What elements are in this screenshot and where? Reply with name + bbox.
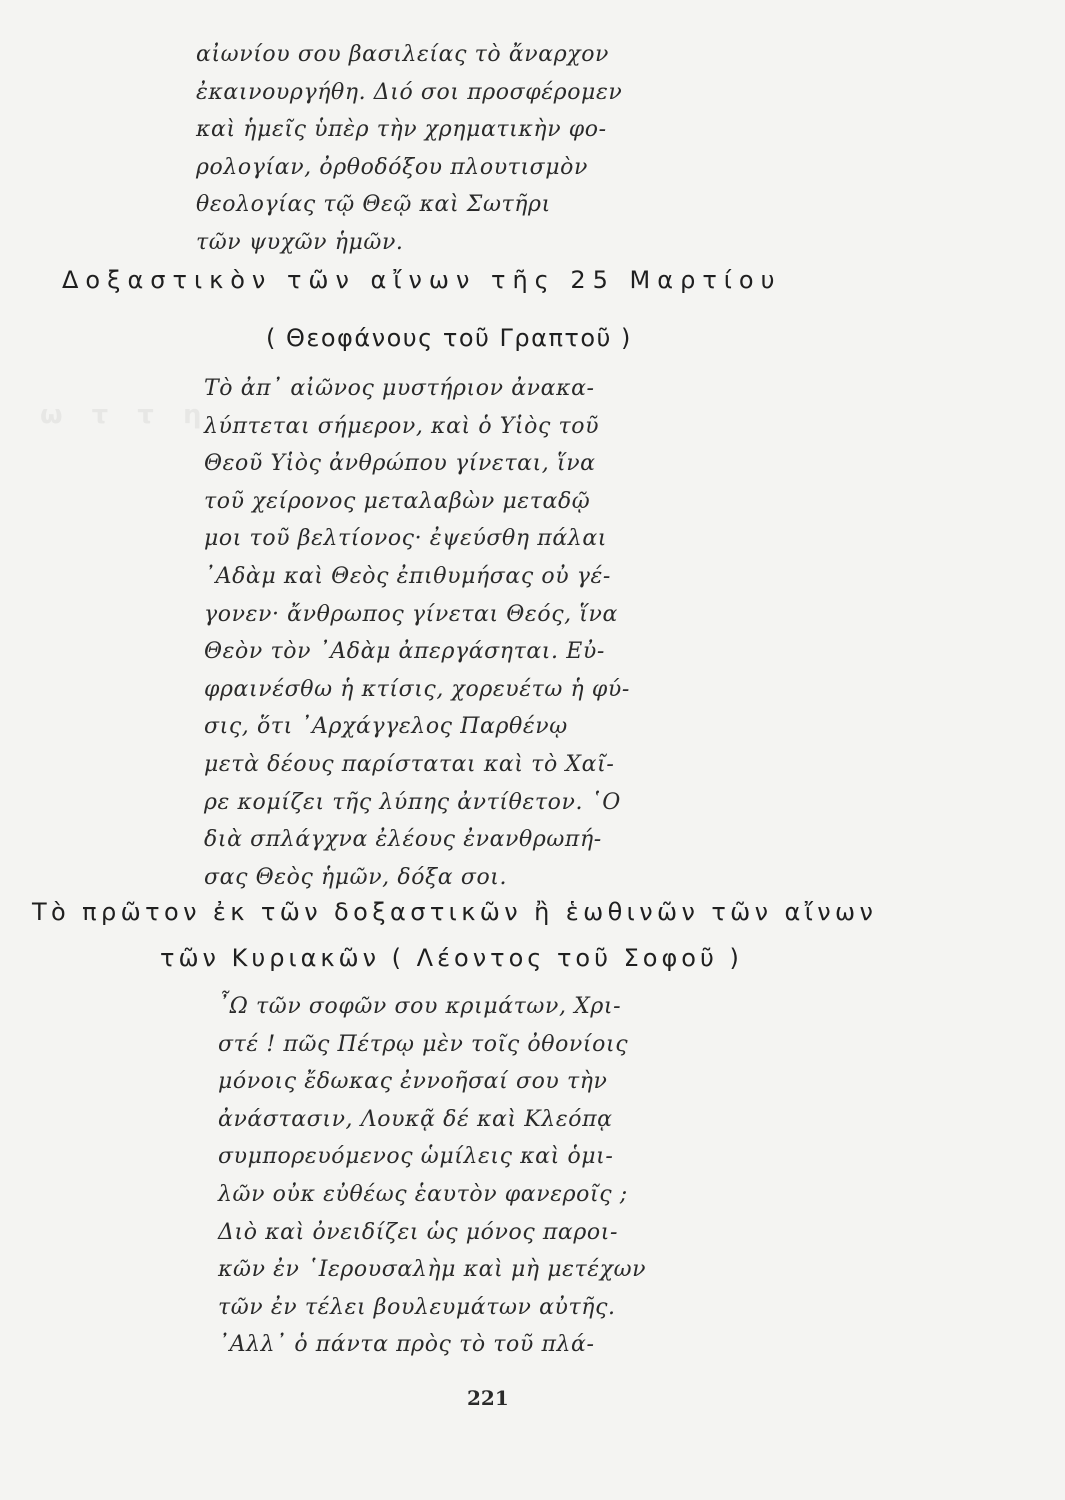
section-heading-2: Τὸ πρῶτον ἐκ τῶν δοξαστικῶν ἢ ἑωθινῶν τῶν αἴνων [32, 898, 878, 926]
verse-line: Τὸ ἀπ᾽ αἰῶνος μυστήριον ἀνακα- [204, 376, 595, 401]
verse-line: Θεὸν τὸν ᾽Αδὰμ ἀπεργάσηται. Εὐ- [204, 639, 605, 665]
verse-line: διὰ σπλάγχνα ἐλέους ἐνανθρωπή- [204, 827, 602, 853]
section-subheading-2: τῶν Κυριακῶν ( Λέοντος τοῦ Σοφοῦ ) [160, 944, 743, 972]
verse-line: καὶ ἡμεῖς ὑπὲρ τὴν χρηματικὴν φο- [196, 117, 607, 143]
verse-line: ρε κομίζει τῆς λύπης ἀντίθετον. ῾Ο [204, 789, 621, 815]
section-subheading-1: ( Θεοφάνους τοῦ Γραπτοῦ ) [266, 324, 632, 352]
bleed-through-text: ω τ τ η [40, 400, 212, 430]
verse-line: στέ ! πῶς Πέτρῳ μὲν τοῖς ὀθονίοις [218, 1031, 629, 1057]
verse-line: αἰωνίου σου βασιλείας τὸ ἄναρχον [196, 42, 610, 67]
verse-line: Θεοῦ Υἱὸς ἀνθρώπου γίνεται, ἵνα [204, 451, 596, 477]
verse-line: συμπορευόμενος ὡμίλεις καὶ ὁμι- [218, 1144, 614, 1170]
verse-line: ᾽Αδὰμ καὶ Θεὸς ἐπιθυμήσας οὐ γέ- [204, 563, 611, 589]
verse-line: τῶν ψυχῶν ἡμῶν. [196, 229, 404, 255]
verse-line: τῶν ἐν τέλει βουλευμάτων αὐτῆς. [218, 1294, 616, 1320]
verse-line: σις, ὅτι ᾽Αρχάγγελος Παρθένῳ [204, 714, 568, 740]
verse-line: κῶν ἐν ῾Ιερουσαλὴμ καὶ μὴ μετέχων [218, 1257, 647, 1283]
verse-line: τοῦ χείρονος μεταλαβὼν μεταδῷ [204, 488, 591, 514]
middle-verse [204, 370, 630, 896]
verse-line: σας Θεὸς ἡμῶν, δόξα σοι. [204, 864, 508, 890]
page-number: 221 [467, 1386, 509, 1410]
verse-line: μετὰ δέους παρίσταται καὶ τὸ Χαῖ- [204, 751, 615, 777]
verse-line: ῏Ω τῶν σοφῶν σου κριμάτων, Χρι- [218, 994, 622, 1019]
verse-line: ἀνάστασιν, Λουκᾷ δέ καὶ Κλεόπᾳ [218, 1106, 613, 1132]
verse-line: μόνοις ἔδωκας ἐννοῆσαί σου τὴν [218, 1069, 608, 1095]
verse-line: ρολογίαν, ὀρθοδόξου πλουτισμὸν [196, 154, 588, 180]
verse-line: λῶν οὐκ εὐθέως ἑαυτὸν φανεροῖς ; [218, 1181, 628, 1207]
top-verse [196, 36, 622, 262]
bottom-verse [218, 988, 646, 1364]
verse-line: μοι τοῦ βελτίονος· ἐψεύσθη πάλαι [204, 526, 607, 552]
verse-line: ἐκαινουργήθη. Διό σοι προσφέρομεν [196, 79, 623, 105]
verse-line: θεολογίας τῷ Θεῷ καὶ Σωτῆρι [196, 192, 551, 218]
verse-line: ᾽Αλλ᾽ ὁ πάντα πρὸς τὸ τοῦ πλά- [218, 1332, 595, 1358]
verse-line: γονεν· ἄνθρωπος γίνεται Θεός, ἵνα [204, 601, 618, 627]
verse-line: φραινέσθω ἡ κτίσις, χορευέτω ἡ φύ- [204, 676, 630, 702]
section-heading-1: Δοξαστικὸν τῶν αἴνων τῆς 25 Μαρτίου [62, 266, 782, 294]
verse-line: Διὸ καὶ ὀνειδίζει ὡς μόνος παροι- [218, 1219, 619, 1245]
verse-line: λύπτεται σήμερον, καὶ ὁ Υἱὸς τοῦ [204, 413, 600, 439]
